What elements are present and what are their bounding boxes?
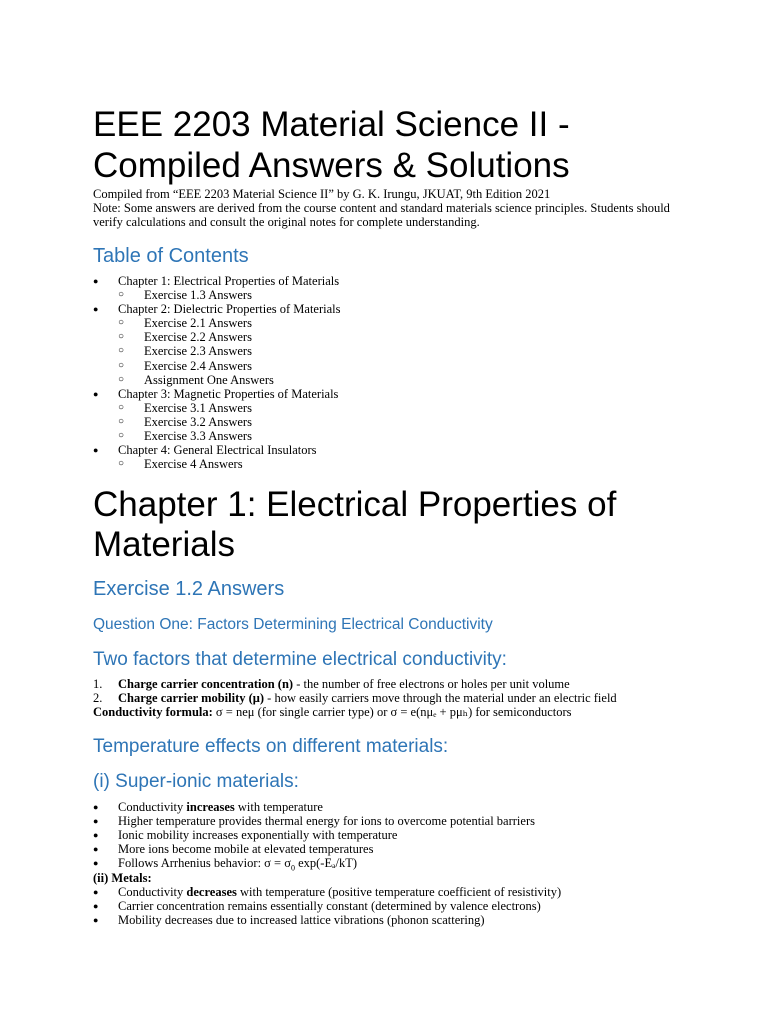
list-item: ● Carrier concentration remains essentially constant (determined by valence electrons)	[93, 899, 693, 913]
list-number: 2.	[93, 691, 103, 705]
toc-chapter-4[interactable]	[93, 443, 341, 471]
list-item	[93, 800, 693, 814]
toc-item[interactable]: ○ Assignment One Answers	[118, 373, 341, 387]
note-paragraph: Note: Some answers are derived from the course content and standard materials science principles. Students should verify calculations and consult the original notes for complete understanding.	[93, 201, 670, 229]
list-item	[93, 677, 693, 691]
metals-list	[93, 885, 693, 927]
formula-label: Conductivity formula:	[93, 705, 213, 719]
toc-item[interactable]: ○ Exercise 2.3 Answers	[118, 344, 341, 358]
list-item	[93, 691, 693, 705]
formula-text: σ = neμ (for single carrier type) or σ = e(nμₑ + pμₕ) for semiconductors	[212, 705, 572, 719]
list-item: ● More ions become mobile at elevated temperatures	[93, 842, 693, 856]
exercise-heading: Exercise 1.2 Answers	[93, 578, 285, 600]
temperature-heading: Temperature effects on different materials:	[93, 736, 449, 757]
toc-chapter-3[interactable]	[93, 387, 341, 443]
toc-chapter-label[interactable]: Chapter 3: Magnetic Properties of Materials	[118, 386, 339, 401]
toc-item[interactable]: ○ Exercise 3.2 Answers	[118, 415, 341, 429]
factor-term: Charge carrier mobility (μ)	[118, 691, 265, 705]
toc-item[interactable]: ○ Exercise 2.4 Answers	[118, 359, 341, 373]
toc-chapter-label[interactable]: Chapter 1: Electrical Properties of Materials	[118, 274, 340, 288]
toc-chapter-label[interactable]: Chapter 4: General Electrical Insulators	[118, 443, 317, 458]
document-title: EEE 2203 Material Science II - Compiled Answers & Solutions	[93, 105, 570, 185]
toc-item[interactable]: ○ Exercise 4 Answers	[118, 457, 341, 471]
factor-term: Charge carrier concentration (n)	[118, 677, 294, 691]
toc-chapter-2[interactable]	[93, 302, 341, 387]
table-of-contents	[93, 274, 341, 471]
factor-desc: - the number of free electrons or holes per unit volume	[293, 677, 570, 691]
emphasis: decreases	[186, 885, 237, 899]
list-item	[93, 885, 693, 899]
text: Conductivity	[118, 800, 187, 814]
text: Conductivity	[118, 885, 187, 899]
chapter-1-title: Chapter 1: Electrical Properties of Materials	[93, 485, 617, 564]
subscript: 0	[290, 863, 295, 873]
factors-list	[93, 677, 693, 705]
question-heading: Question One: Factors Determining Electrical Conductivity	[93, 616, 493, 633]
list-item: ● Ionic mobility increases exponentially with temperature	[93, 828, 693, 842]
factors-heading: Two factors that determine electrical conductivity:	[93, 649, 507, 670]
toc-item[interactable]: ○ Exercise 1.3 Answers	[118, 288, 341, 302]
text: Follows Arrhenius behavior: σ = σ	[118, 856, 291, 870]
conductivity-formula	[93, 705, 693, 719]
toc-item[interactable]: ○ Exercise 3.3 Answers	[118, 429, 341, 443]
list-number: 1.	[93, 677, 103, 691]
metals-label: (ii) Metals:	[93, 871, 152, 885]
toc-item[interactable]: ○ Exercise 2.1 Answers	[118, 316, 341, 330]
list-item: ● Mobility decreases due to increased lattice vibrations (phonon scattering)	[93, 913, 693, 927]
superionic-heading: (i) Super-ionic materials:	[93, 771, 299, 792]
compiled-from-line: Compiled from “EEE 2203 Material Science II” by G. K. Irungu, JKUAT, 9th Edition 2021	[93, 187, 551, 201]
text: with temperature	[234, 800, 323, 814]
toc-chapter-1[interactable]	[93, 274, 341, 302]
text: with temperature (positive temperature coefficient of resistivity)	[236, 885, 562, 899]
toc-heading: Table of Contents	[93, 245, 249, 267]
toc-item[interactable]: ○ Exercise 3.1 Answers	[118, 401, 341, 415]
list-item: ● Higher temperature provides thermal energy for ions to overcome potential barriers	[93, 814, 693, 828]
emphasis: increases	[186, 800, 235, 814]
factor-desc: - how easily carriers move through the material under an electric field	[264, 691, 617, 705]
text: exp(-Eₐ/kT)	[294, 856, 358, 870]
superionic-list	[93, 800, 693, 873]
document-meta	[93, 187, 673, 229]
toc-item[interactable]: ○ Exercise 2.2 Answers	[118, 330, 341, 344]
toc-chapter-label[interactable]: Chapter 2: Dielectric Properties of Materials	[118, 302, 341, 317]
list-item	[93, 856, 693, 873]
